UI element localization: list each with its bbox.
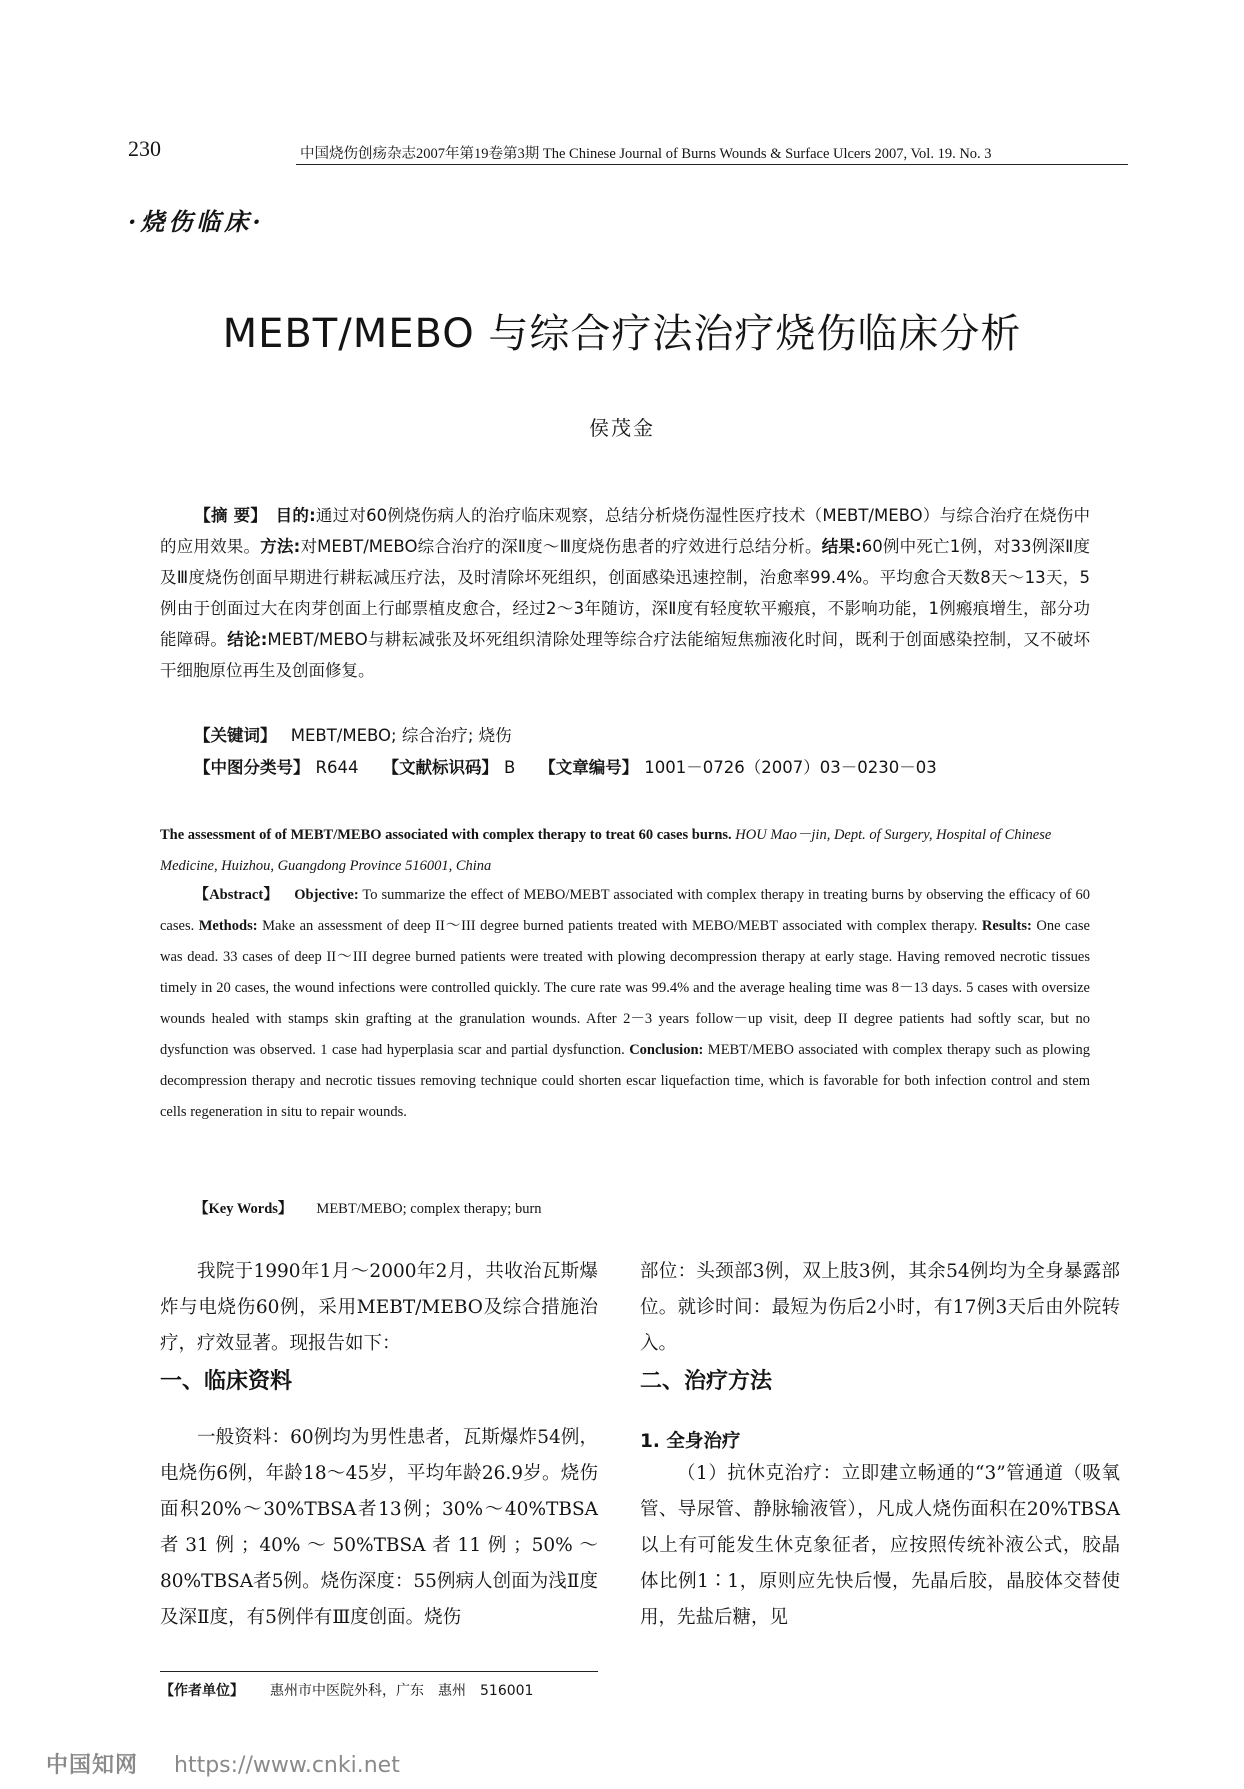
methods-label: 方法: [260,537,301,556]
footnote-label: 【作者单位】 [160,1683,244,1699]
clc-value: R644 [315,758,359,777]
results-text: 60例中死亡1例，对33例深Ⅱ度及Ⅲ度烧伤创面早期进行耕耘减压疗法，及时清除坏死组织，创面感染迅速控制，治愈率99.4%。平均愈合天数8天～13天，5例由于创面过大在肉芽创面上行邮票植皮愈合，经过2～3年随访，深Ⅱ度有轻度软平瘢痕，不影响功能，1例瘢痕增生，部分功能障碍。 [160,537,1090,649]
english-title [160,820,1090,882]
cnki-logo: 中国知网 [46,1753,139,1778]
article-no-value: 1001－0726（2007）03－0230－03 [644,758,937,777]
doc-code-label: 【文献标识码】 [382,758,498,777]
header-rule [296,164,1128,165]
abstract-en [160,880,1090,1128]
right-column-continuation: 部位：头颈部3例，双上肢3例，其余54例均为全身暴露部位。就诊时间：最短为伤后2小时，有17例3天后由外院转入。 [640,1261,1120,1354]
cnki-watermark [46,1748,400,1779]
abstract-label: 【摘 要】 [194,506,259,525]
journal-header: 中国烧伤创疡杂志2007年第19卷第3期 The Chinese Journal of Burns Wounds & Surface Ulcers 2007, Vol. 19. No. 3 [300,146,992,162]
keywords-label: 【关键词】 [194,726,269,745]
page-number: 230 [128,136,161,161]
objective-text: 通过对60例烧伤病人的治疗临床观察，总结分析烧伤湿性医疗技术（MEBT/MEBO）与综合治疗在烧伤中的应用效果。 [160,506,1090,556]
author-affiliation-footnote [160,1680,533,1700]
doc-code-value: B [503,758,516,777]
en-results-label: Results: [981,918,1032,934]
section-2-heading: 二、治疗方法 [640,1369,773,1394]
en-methods-label: Methods: [198,918,258,934]
keywords-en [194,1197,542,1218]
keywords-zh [194,722,512,746]
article-title: MEBT/MEBO 与综合疗法治疗烧伤临床分析 [222,311,1022,357]
conclusion-text: MEBT/MEBO与耕耘减张及坏死组织清除处理等综合疗法能缩短焦痂液化时间，既利于创面感染控制，又不破坏干细胞原位再生及创面修复。 [160,630,1090,680]
en-keywords-value: MEBT/MEBO; complex therapy; burn [316,1201,542,1217]
section-2-subheading: 1. 全身治疗 [640,1431,741,1452]
conclusion-label: 结论: [227,630,268,649]
en-abstract-label: 【Abstract】 [194,887,279,903]
footnote-value: 惠州市中医院外科，广东 惠州 516001 [270,1683,534,1699]
results-label: 结果: [821,537,862,556]
cnki-url[interactable]: https://www.cnki.net [174,1753,400,1778]
article-no-label: 【文章编号】 [539,758,639,777]
keywords-value: MEBT/MEBO; 综合治疗; 烧伤 [290,726,512,745]
footnote-rule [160,1671,598,1672]
en-results-text: One case was dead. 33 cases of deep II～III degree burned patients were treated with plowing decompression therapy at early stage. Having removed necrotic tissues timely in 20 cases, the wound infections were controlled quickly. The cure rate was 99.4% and the average healing time was 8－13 days. 5 cases with oversize wounds healed with stamps skin grafting at the granulation wounds. After 2－3 years follow－up visit, deep II degree patients had softly scar, but no dysfunction was observed. 1 case had hyperplasia scar and partial dysfunction. [160,918,1090,1058]
en-objective-label: Objective: [294,887,359,903]
objective-label: 目的: [275,506,316,525]
en-methods-text: Make an assessment of deep II～III degree burned patients treated with MEBO/MEBT associated with complex therapy. [262,918,978,934]
en-keywords-label: 【Key Words】 [194,1201,293,1217]
intro-paragraph: 我院于1990年1月～2000年2月，共收治瓦斯爆炸与电烧伤60例，采用MEBT/MEBO及综合措施治疗，疗效显著。现报告如下： [160,1261,598,1354]
methods-text: 对MEBT/MEBO综合治疗的深Ⅱ度～Ⅲ度烧伤患者的疗效进行总结分析。 [300,537,822,556]
author: 侯茂金 [589,416,655,440]
section-1-heading: 一、临床资料 [160,1369,293,1394]
clc-label: 【中图分类号】 [194,758,310,777]
abstract-zh [160,500,1090,686]
section-tag: ·烧伤临床· [128,207,265,236]
en-objective-text: To summarize the effect of MEBO/MEBT associated with complex therapy in treating burns by observing the efficacy of 60 cases. [160,887,1090,934]
section-2-text: （1）抗休克治疗：立即建立畅通的“3”管通道（吸氧管、导尿管、静脉输液管），凡成人烧伤面积在20%TBSA以上有可能发生休克象征者，应按照传统补液公式，胶晶体比例1∶1，原则应先快后慢，先晶后胶，晶胶体交替使用，先盐后糖，见 [640,1463,1120,1628]
classification-line [194,754,937,778]
section-1-text: 一般资料：60例均为男性患者，瓦斯爆炸54例，电烧伤6例，年龄18～45岁，平均年龄26.9岁。烧伤面积20%～30%TBSA者13例；30%～40%TBSA者31例；40%～50%TBSA者11例；50%～80%TBSA者5例。烧伤深度：55例病人创面为浅Ⅱ度及深Ⅱ度，有5例伴有Ⅲ度创面。烧伤 [160,1427,598,1628]
english-affiliation: HOU Mao－jin, Dept. of Surgery, Hospital of Chinese Medicine, Huizhou, Guangdong Province 516001, China [160,827,1052,874]
en-conclusion-text: MEBT/MEBO associated with complex therapy such as plowing decompression therapy and necrotic tissues removing technique could shorten escar liquefaction time, which is favorable for both infection control and stem cells regeneration in situ to repair wounds. [160,1042,1091,1120]
english-title-bold: The assessment of of MEBT/MEBO associated with complex therapy to treat 60 cases burns. [160,827,732,843]
en-conclusion-label: Conclusion: [629,1042,704,1058]
